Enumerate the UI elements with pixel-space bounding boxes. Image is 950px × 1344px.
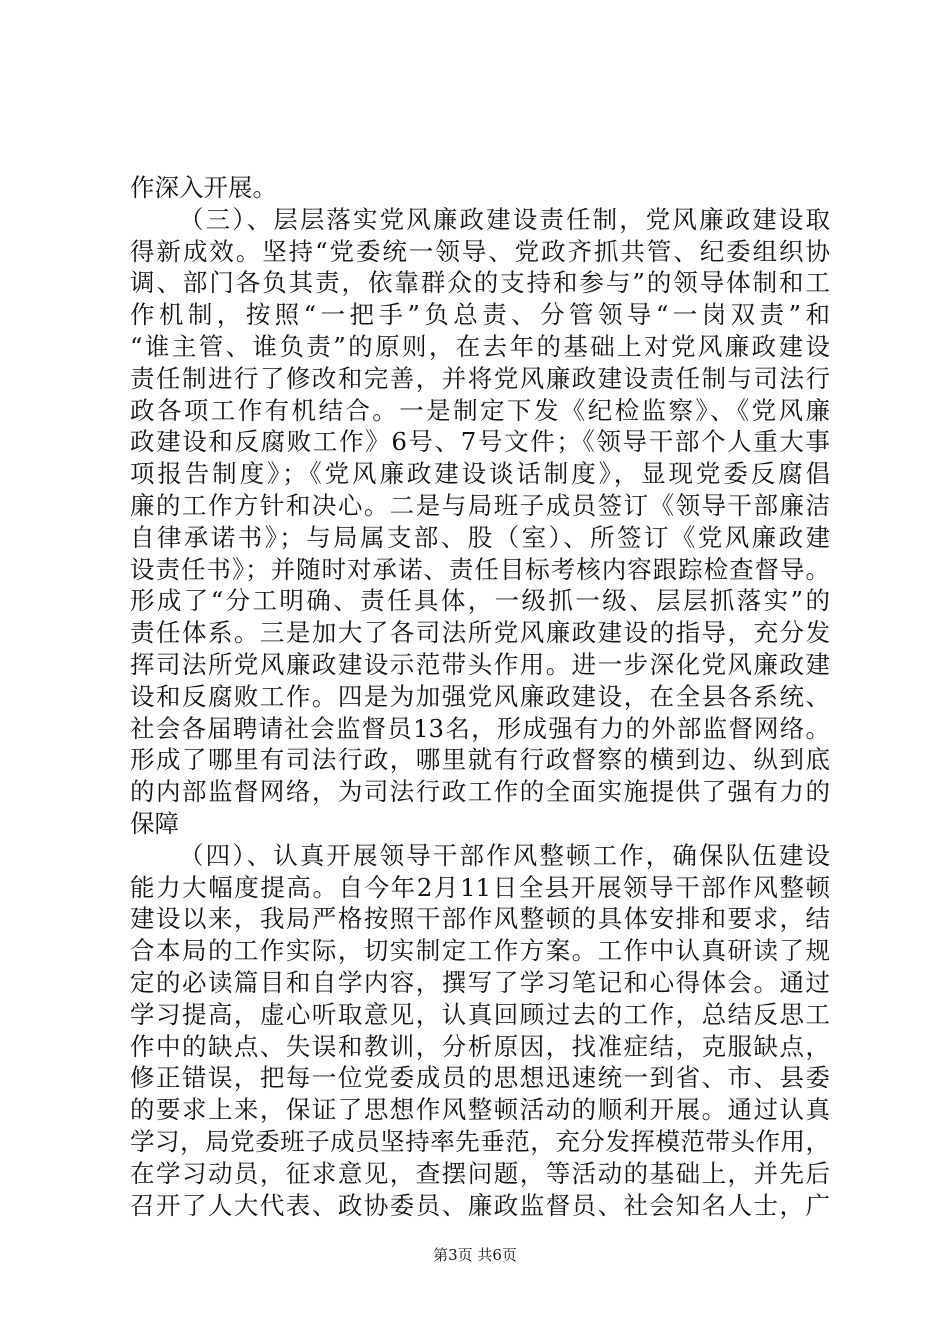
text-line: 能力大幅度提高。自今年2月11日全县开展领导干部作风整顿 bbox=[130, 872, 830, 902]
text-line: 在学习动员，征求意见，查摆问题，等活动的基础上，并先后 bbox=[130, 1158, 830, 1188]
text-line: 合本局的工作实际，切实制定工作方案。工作中认真研读了规 bbox=[130, 936, 830, 966]
text-line: 社会各届聘请社会监督员13名，形成强有力的外部监督网络。 bbox=[130, 713, 830, 743]
text-line: “谁主管、谁负责”的原则，在去年的基础上对党风廉政建设 bbox=[130, 331, 830, 361]
text-line: 形成了“分工明确、责任具体，一级抓一级、层层抓落实”的 bbox=[130, 586, 830, 616]
text-line: 政各项工作有机结合。一是制定下发《纪检监察》、《党风廉 bbox=[130, 395, 830, 425]
text-line: 挥司法所党风廉政建设示范带头作用。进一步深化党风廉政建 bbox=[130, 649, 830, 679]
text-line: 设和反腐败工作。四是为加强党风廉政建设，在全县各系统、 bbox=[130, 681, 830, 711]
text-line: 学习，局党委班子成员坚持率先垂范，充分发挥模范带头作用， bbox=[130, 1126, 830, 1156]
text-line: 保障 bbox=[130, 808, 179, 838]
text-line: 作中的缺点、失误和教训，分析原因，找准症结，克服缺点， bbox=[130, 1031, 830, 1061]
text-line: 得新成效。坚持“党委统一领导、党政齐抓共管、纪委组织协 bbox=[130, 236, 830, 266]
text-line: 调、部门各负其责，依靠群众的支持和参与”的领导体制和工 bbox=[130, 268, 830, 298]
text-line: 召开了人大代表、政协委员、廉政监督员、社会知名人士，广 bbox=[130, 1190, 830, 1220]
text-line: 定的必读篇目和自学内容，撰写了学习笔记和心得体会。通过 bbox=[130, 967, 830, 997]
text-line: 形成了哪里有司法行政，哪里就有行政督察的横到边、纵到底 bbox=[130, 745, 830, 775]
text-line: （三）、层层落实党风廉政建设责任制，党风廉政建设取 bbox=[179, 204, 830, 234]
body-text bbox=[130, 172, 830, 1221]
text-line: 作机制，按照“一把手”负总责、分管领导“一岗双责”和 bbox=[130, 300, 830, 330]
text-line: 自律承诺书》；与局属支部、股（室）、所签订《党风廉政建 bbox=[130, 522, 830, 552]
text-line: 责任制进行了修改和完善，并将党风廉政建设责任制与司法行 bbox=[130, 363, 830, 393]
text-line: 廉的工作方针和决心。二是与局班子成员签订《领导干部廉洁 bbox=[130, 490, 830, 520]
text-line: 项报告制度》；《党风廉政建设谈话制度》，显现党委反腐倡 bbox=[130, 459, 830, 489]
page-footer: 第3页 共6页 bbox=[433, 1246, 517, 1264]
text-line: （四）、认真开展领导干部作风整顿工作，确保队伍建设 bbox=[179, 840, 830, 870]
text-line: 责任体系。三是加大了各司法所党风廉政建设的指导，充分发 bbox=[130, 618, 830, 648]
text-line: 修正错误，把每一位党委成员的思想迅速统一到省、市、县委 bbox=[130, 1063, 830, 1093]
text-line: 政建设和反腐败工作》6号、7号文件；《领导干部个人重大事 bbox=[130, 427, 830, 457]
text-line: 设责任书》；并随时对承诺、责任目标考核内容跟踪检查督导。 bbox=[130, 554, 830, 584]
text-line: 作深入开展。 bbox=[130, 173, 277, 202]
text-line: 的内部监督网络，为司法行政工作的全面实施提供了强有力的 bbox=[130, 777, 830, 807]
text-line: 学习提高，虚心听取意见，认真回顾过去的工作，总结反思工 bbox=[130, 999, 830, 1029]
text-line: 建设以来，我局严格按照干部作风整顿的具体安排和要求，结 bbox=[130, 904, 830, 934]
text-line: 的要求上来，保证了思想作风整顿活动的顺利开展。通过认真 bbox=[130, 1095, 830, 1125]
